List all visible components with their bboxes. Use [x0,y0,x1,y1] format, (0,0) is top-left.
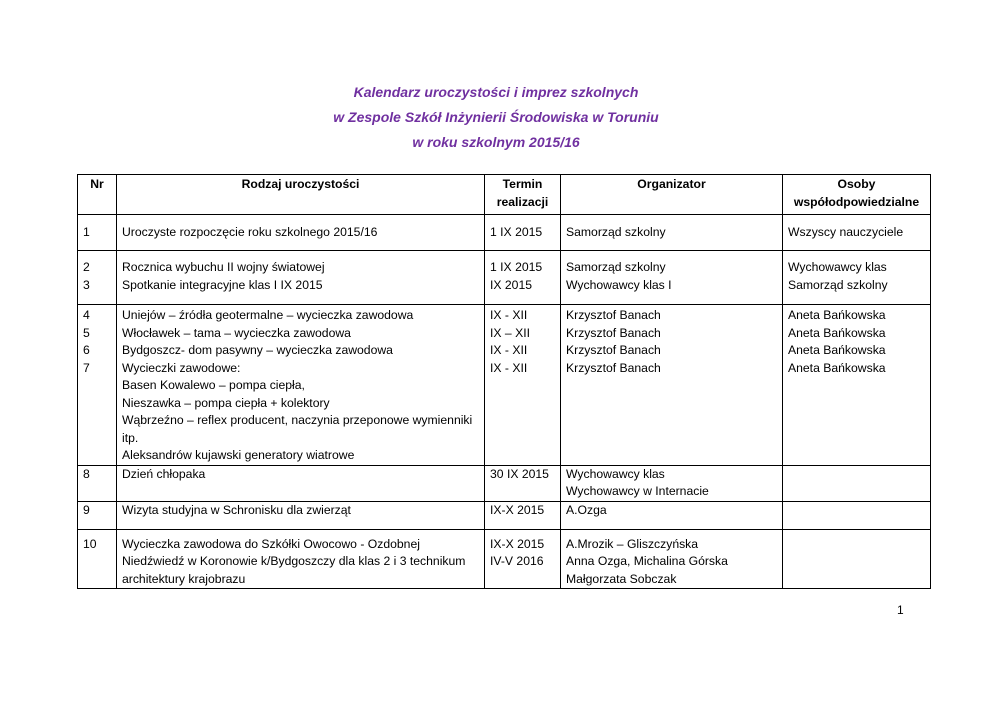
table-row [78,251,931,305]
cell-nr: 9 [78,501,117,529]
cell-rodzaj: Uniejów – źródła geotermalne – wycieczka zawodowa Włocławek – tama – wycieczka zawodowa Bydgoszcz- dom pasywny – wycieczka zawodowa Wycieczki zawodowe: Basen Kowalewo – pompa ciepła, Nieszawka – pompa ciepła + kolektory Wąbrzeźno – reflex producent, naczynia przeponowe wymienniki itp. Aleksandrów kujawski generatory wiatrowe [117,305,485,466]
cell-nr: 8 [78,465,117,501]
cell-termin: 30 IX 2015 [485,465,561,501]
cell-rodzaj: Rocznica wybuchu II wojny światowej Spotkanie integracyjne klas I IX 2015 [117,251,485,305]
cell-organizator: Wychowawcy klas Wychowawcy w Internacie [561,465,783,501]
document-title-line-2: w Zespole Szkół Inżynierii Środowiska w Toruniu [333,109,659,125]
table-row [78,501,931,529]
table-header-row [78,175,931,215]
cell-termin: IX-X 2015 [485,501,561,529]
document-title-line-3: w roku szkolnym 2015/16 [412,134,580,150]
cell-organizator: A.Ozga [561,501,783,529]
cell-nr: 10 [78,529,117,589]
header-nr: Nr [78,175,117,215]
cell-osoby [783,501,931,529]
header-organizator: Organizator [561,175,783,215]
cell-nr: 2 3 [78,251,117,305]
cell-termin: 1 IX 2015 IX 2015 [485,251,561,305]
cell-osoby: Wychowawcy klas Samorząd szkolny [783,251,931,305]
header-termin: Termin realizacji [485,175,561,215]
schedule-table [77,174,931,589]
document-title-line-1: Kalendarz uroczystości i imprez szkolnych [353,84,639,100]
page-number: 1 [897,603,904,617]
cell-nr: 4 5 6 7 [78,305,117,466]
table-row [78,305,931,466]
cell-osoby: Wszyscy nauczyciele [783,215,931,251]
cell-osoby [783,465,931,501]
cell-rodzaj: Wycieczka zawodowa do Szkółki Owocowo - Ozdobnej Niedźwiedź w Koronowie k/Bydgoszczy dla klas 2 i 3 technikum architektury krajobrazu [117,529,485,589]
cell-organizator: A.Mrozik – Gliszczyńska Anna Ozga, Michalina Górska Małgorzata Sobczak [561,529,783,589]
cell-termin: IX - XII IX – XII IX - XII IX - XII [485,305,561,466]
table-row [78,529,931,589]
cell-nr: 1 [78,215,117,251]
cell-osoby [783,529,931,589]
table-row [78,215,931,251]
cell-termin: 1 IX 2015 [485,215,561,251]
cell-termin: IX-X 2015 IV-V 2016 [485,529,561,589]
cell-organizator: Krzysztof Banach Krzysztof Banach Krzysztof Banach Krzysztof Banach [561,305,783,466]
cell-organizator: Samorząd szkolny [561,215,783,251]
cell-osoby: Aneta Bańkowska Aneta Bańkowska Aneta Bańkowska Aneta Bańkowska [783,305,931,466]
cell-rodzaj: Uroczyste rozpoczęcie roku szkolnego 2015/16 [117,215,485,251]
header-osoby: Osoby współodpowiedzialne [783,175,931,215]
header-rodzaj: Rodzaj uroczystości [117,175,485,215]
cell-rodzaj: Dzień chłopaka [117,465,485,501]
cell-rodzaj: Wizyta studyjna w Schronisku dla zwierząt [117,501,485,529]
cell-organizator: Samorząd szkolny Wychowawcy klas I [561,251,783,305]
table-row [78,465,931,501]
